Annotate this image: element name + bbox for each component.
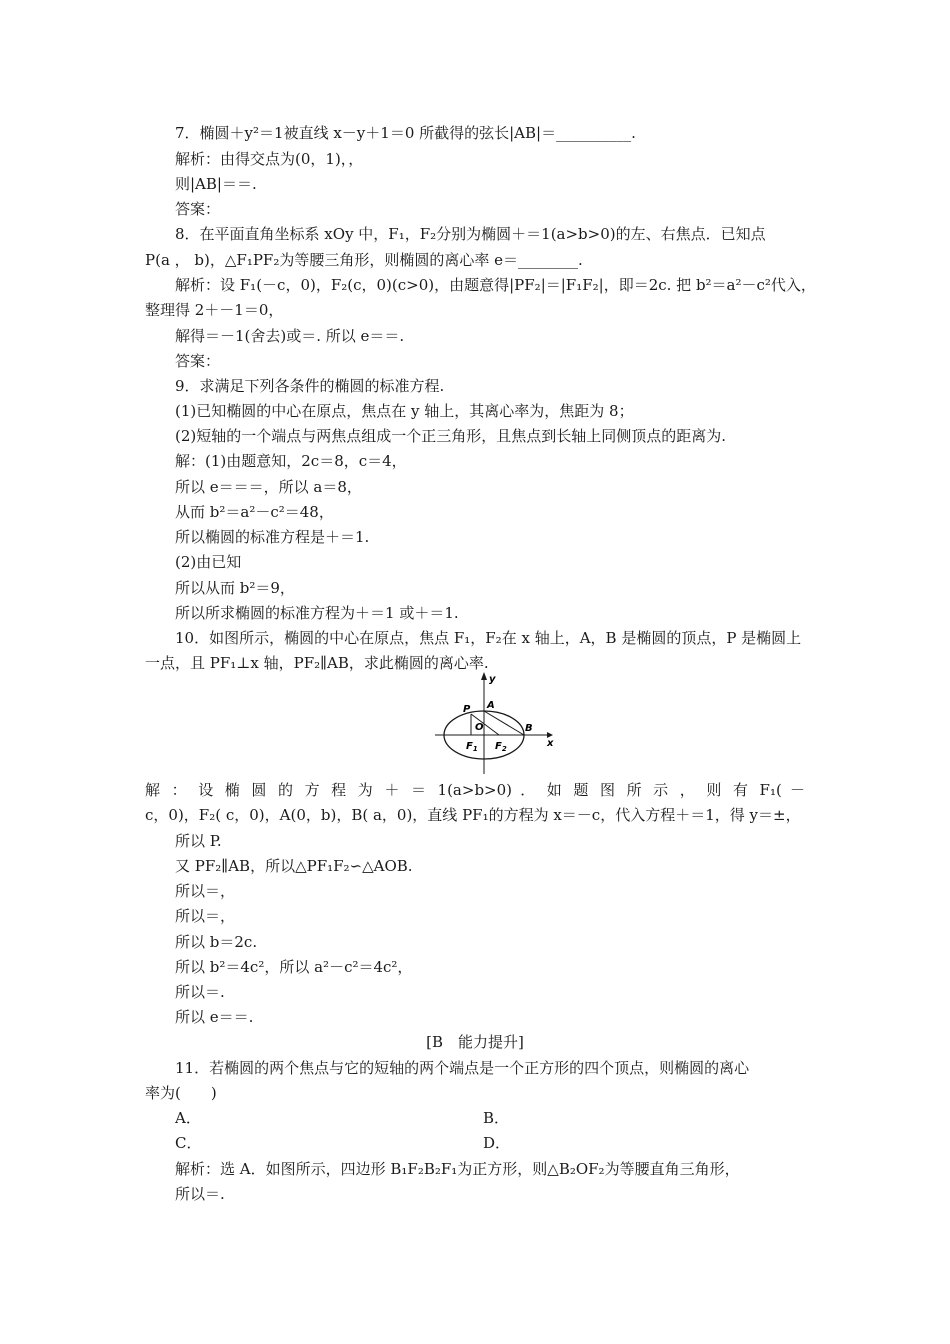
problem-9-solution-6: 所以从而 b²＝9， <box>175 579 295 597</box>
problem-9-solution-3: 从而 b²＝a²－c²＝48， <box>175 503 334 521</box>
problem-10-solution-10: 所以 e＝＝. <box>175 1008 254 1026</box>
y-axis-arrow <box>481 672 487 680</box>
ellipse-figure <box>433 668 563 778</box>
problem-10-solution-9: 所以＝. <box>175 983 225 1001</box>
problem-9-part-2: (2)短轴的一个端点与两焦点组成一个正三角形，且焦点到长轴上同侧顶点的距离为. <box>175 427 727 445</box>
label-b: B <box>525 723 533 734</box>
problem-7-analysis: 解析：由得交点为(0，1)，， <box>175 150 364 168</box>
problem-11-analysis: 解析：选 A．如图所示，四边形 B₁F₂B₂F₁为正方形，则△B₂OF₂为等腰直角三角形， <box>175 1160 740 1178</box>
ellipse-diagram <box>433 668 563 778</box>
problem-11-statement-cont: 率为( ) <box>145 1084 217 1102</box>
label-y: y <box>489 674 496 685</box>
problem-10-solution-5: 所以＝， <box>175 882 236 900</box>
option-a: A． <box>175 1109 201 1127</box>
problem-9-solution-2: 所以 e＝＝＝，所以 a＝8， <box>175 478 362 496</box>
problem-8-solution: 解得＝－1(舍去)或＝. 所以 e＝＝. <box>175 327 405 345</box>
problem-9-statement: 9．求满足下列各条件的椭圆的标准方程. <box>175 377 445 395</box>
problem-7-answer: 答案： <box>175 200 221 218</box>
problem-8-analysis: 解析：设 F₁(－c，0)，F₂(c，0)(c>0)，由题意得|PF₂|＝|F₁F₂|，即＝2c. 把 b²＝a²－c²代入， <box>175 276 816 294</box>
problem-10-statement: 10．如图所示，椭圆的中心在原点，焦点 F₁，F₂在 x 轴上，A，B 是椭圆的顶点，P 是椭圆上 <box>175 629 802 647</box>
problem-11-statement: 11．若椭圆的两个焦点与它的短轴的两个端点是一个正方形的四个顶点，则椭圆的离心 <box>175 1059 750 1077</box>
problem-7-analysis-result: 则|AB|＝＝. <box>175 175 257 193</box>
problem-10-solution-3: 所以 P. <box>175 832 222 850</box>
problem-10-solution-7: 所以 b＝2c. <box>175 933 258 951</box>
option-d: D． <box>483 1134 511 1152</box>
problem-8-statement-cont: P(a ， b)，△F₁PF₂为等腰三角形，则椭圆的离心率 e＝________. <box>145 251 583 269</box>
label-p: P <box>463 704 471 715</box>
problem-9-solution-7: 所以所求椭圆的标准方程为＋＝1 或＋＝1. <box>175 604 459 622</box>
problem-9-solution-5: (2)由已知 <box>175 553 242 571</box>
problem-8-answer: 答案： <box>175 352 221 370</box>
problem-11-analysis-cont: 所以＝. <box>175 1185 225 1203</box>
label-f1: $F_1$ <box>466 741 478 753</box>
label-f2: $F_2$ <box>495 741 507 753</box>
problem-9-part-1: (1)已知椭圆的中心在原点，焦点在 y 轴上，其离心率为，焦距为 8； <box>175 402 634 420</box>
problem-10-solution-6: 所以＝， <box>175 907 236 925</box>
option-b: B． <box>483 1109 510 1127</box>
problem-8-statement: 8．在平面直角坐标系 xOy 中，F₁，F₂分别为椭圆＋＝1(a>b>0)的左、右焦点．已知点 <box>175 225 766 243</box>
problem-7-statement: 7．椭圆＋y²＝1被直线 x－y＋1＝0 所截得的弦长|AB|＝__________. <box>175 124 636 142</box>
problem-9-solution-1: 解：(1)由题意知，2c＝8，c＝4， <box>175 452 407 470</box>
problem-9-solution-4: 所以椭圆的标准方程是＋＝1. <box>175 528 370 546</box>
label-x: x <box>547 738 554 749</box>
label-a: A <box>487 700 495 711</box>
problem-10-solution-4: 又 PF₂∥AB，所以△PF₁F₂∽△AOB. <box>175 857 413 875</box>
problem-10-solution-2: c，0)，F₂( c，0)，A(0，b)，B( a，0)，直线 PF₁的方程为 x＝－c，代入方程＋＝1，得 y＝±， <box>145 806 801 824</box>
problem-10-solution-8: 所以 b²＝4c²，所以 a²－c²＝4c²， <box>175 958 413 976</box>
problem-8-analysis-cont: 整理得 2＋－1＝0， <box>145 301 284 319</box>
problem-10-statement-cont: 一点，且 PF₁⊥x 轴，PF₂∥AB，求此椭圆的离心率. <box>145 654 489 672</box>
problem-10-solution-1: 解 ： 设 椭 圆 的 方 程 为 ＋ ＝ 1(a>b>0) ． 如 题 图 所 示 ， 则 有 F₁( － <box>145 781 805 799</box>
label-o: O <box>475 722 484 733</box>
option-c: C． <box>175 1134 202 1152</box>
section-heading: [B 能力提升] <box>426 1033 524 1051</box>
